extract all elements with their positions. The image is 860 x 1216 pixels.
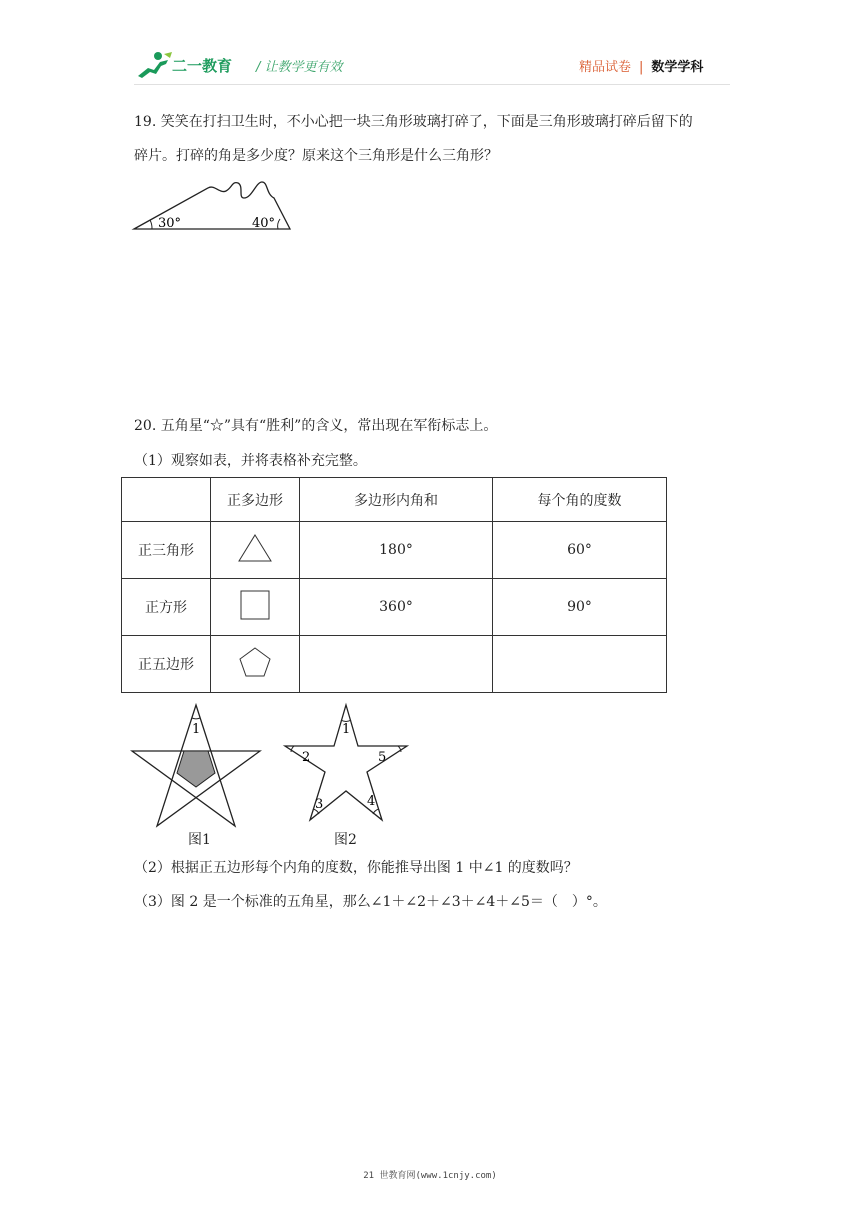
pentagon-icon [237, 645, 273, 679]
header-subject: 数学学科 [651, 60, 704, 75]
header-right [579, 56, 703, 75]
angle-sum: 360° [300, 579, 493, 636]
fig2-angle-4: 4 [367, 794, 376, 809]
shape-cell [211, 579, 300, 636]
q20-intro: 20. 五角星“☆”具有“胜利”的含义，常出现在军衔标志上。 [134, 418, 498, 434]
q20-part3: （3）图 2 是一个标准的五角星，那么∠1＋∠2＋∠3＋∠4＋∠5＝（ ）°。 [134, 894, 607, 910]
shape-cell [211, 636, 300, 693]
table-header-cell: 正多边形 [211, 478, 300, 522]
fig2-angle-2: 2 [302, 750, 311, 765]
angle-40-label: 40° [252, 216, 276, 231]
each-angle-blank [493, 636, 667, 693]
triangle-icon [237, 532, 273, 564]
shape-cell [211, 522, 300, 579]
row-name: 正三角形 [122, 522, 211, 579]
each-angle: 90° [493, 579, 667, 636]
each-angle: 60° [493, 522, 667, 579]
broken-triangle-figure [128, 176, 298, 238]
fig1-caption: 图1 [188, 832, 211, 848]
header-separator: | [639, 60, 644, 75]
header-logo [134, 50, 364, 80]
table-row [122, 522, 667, 579]
fig2-caption: 图2 [334, 832, 357, 848]
star-figure-2 [278, 700, 418, 830]
star-figure-1 [128, 700, 268, 830]
q20-part2: （2）根据正五边形每个内角的度数，你能推导出图 1 中∠1 的度数吗？ [134, 860, 578, 876]
q20-part1: （1）观察如表，并将表格补充完整。 [134, 453, 367, 469]
angle-30-label: 30° [158, 216, 182, 231]
brand-slogan: / 让教学更有效 [256, 60, 343, 75]
row-name: 正五边形 [122, 636, 211, 693]
table-header-cell: 多边形内角和 [300, 478, 493, 522]
q19-line1: 19. 笑笑在打扫卫生时，不小心把一块三角形玻璃打碎了，下面是三角形玻璃打碎后留下的 [134, 114, 693, 130]
header-divider [134, 84, 730, 85]
table-row [122, 579, 667, 636]
table-header-cell [122, 478, 211, 522]
fig2-angle-1: 1 [342, 722, 351, 737]
table-row [122, 636, 667, 693]
angle-sum-blank [300, 636, 493, 693]
square-icon [238, 588, 272, 622]
page-footer: 21 世教育网(www.1cnjy.com) [363, 1171, 497, 1181]
fig2-angle-3: 3 [315, 797, 324, 812]
row-name: 正方形 [122, 579, 211, 636]
header-category: 精品试卷 [579, 60, 632, 75]
fig1-angle-label: 1 [192, 722, 201, 737]
angle-sum: 180° [300, 522, 493, 579]
table-header-row [122, 478, 667, 522]
q19-line2: 碎片。打碎的角是多少度？原来这个三角形是什么三角形？ [134, 148, 498, 164]
fig2-angle-5: 5 [378, 750, 387, 765]
polygon-table [121, 477, 667, 693]
runner-logo-icon [134, 50, 174, 80]
table-header-cell: 每个角的度数 [493, 478, 667, 522]
brand-name: 二一教育 [172, 57, 233, 75]
